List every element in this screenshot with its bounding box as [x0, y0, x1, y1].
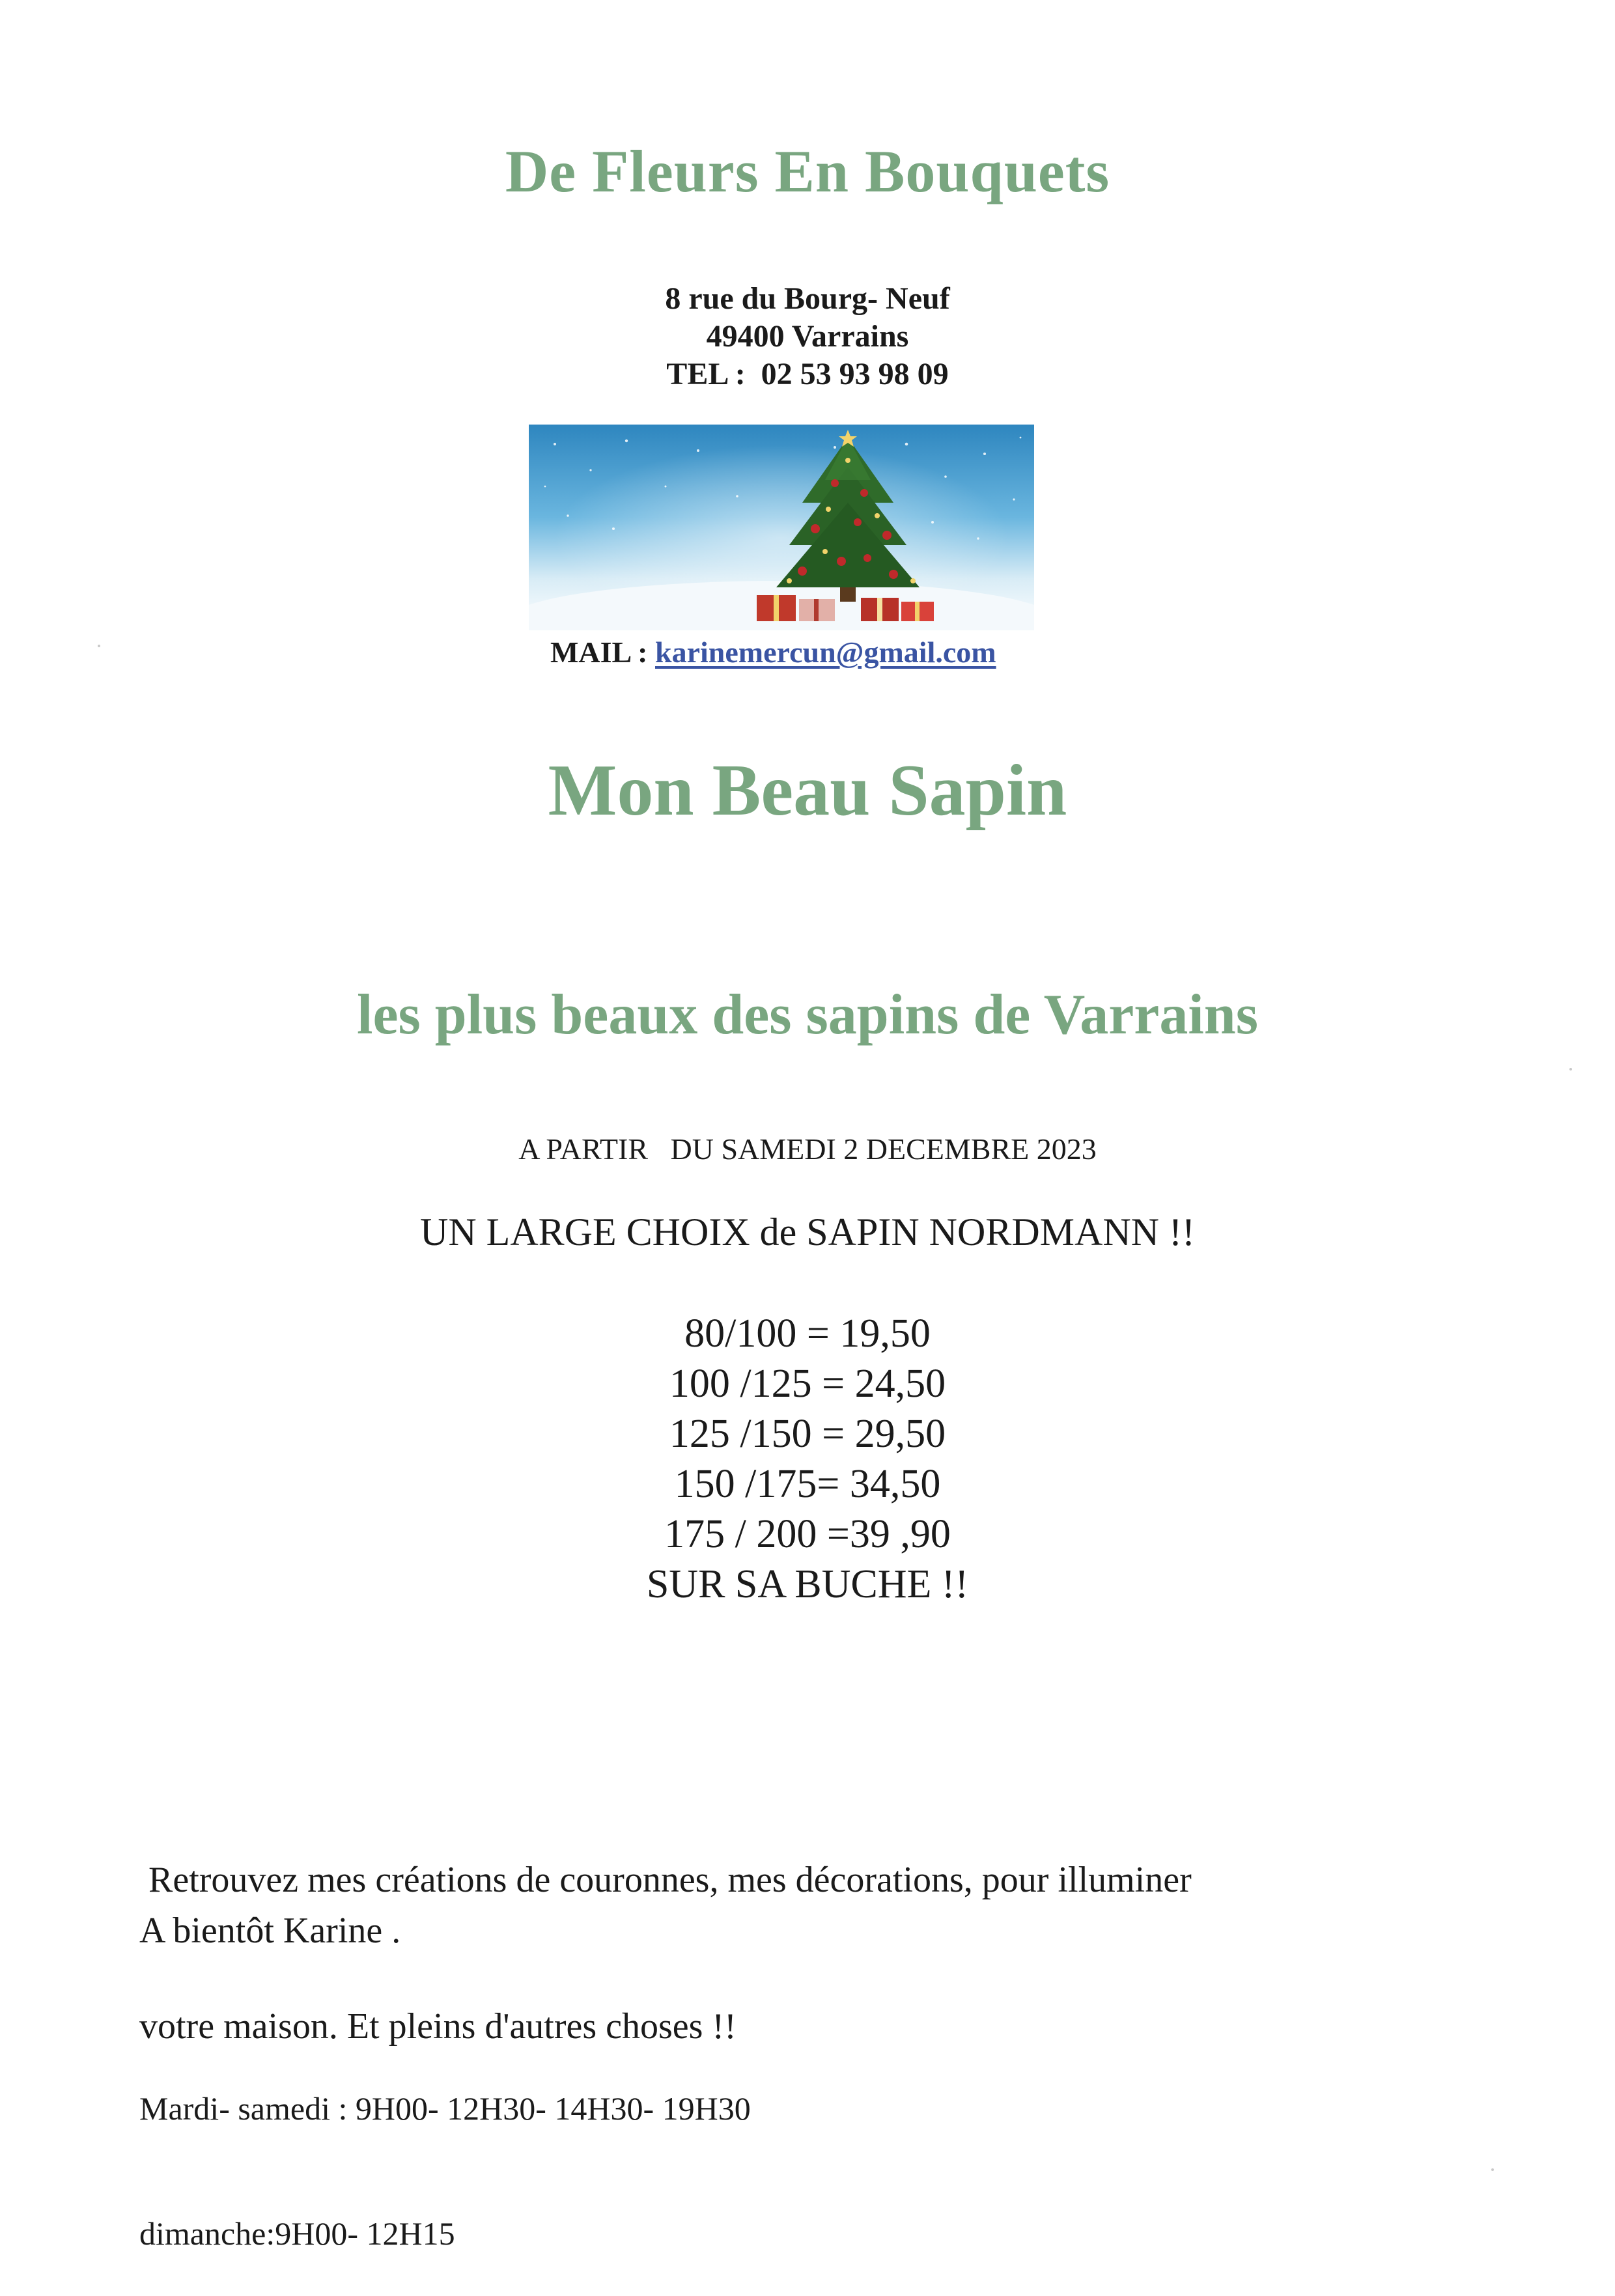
tree-choice-heading: UN LARGE CHOIX de SAPIN NORDMANN !!: [420, 1211, 1195, 1253]
price-item: 100 /125 = 24,50: [669, 1362, 946, 1406]
signoff: A bientôt Karine .: [139, 1911, 401, 1951]
hours-weekdays: Mardi- samedi : 9H00- 12H30- 14H30- 19H30: [139, 2090, 751, 2127]
hours-sunday: dimanche:9H00- 12H15: [139, 2215, 455, 2252]
christmas-tree-banner: [529, 425, 1034, 630]
price-item: 125 /150 = 29,50: [669, 1412, 946, 1456]
start-date: A PARTIR DU SAMEDI 2 DECEMBRE 2023: [518, 1132, 1097, 1166]
phone-number: TEL : 02 53 93 98 09: [666, 357, 949, 391]
price-item: 150 /175= 34,50: [674, 1462, 941, 1506]
price-list: [0, 1309, 1615, 1610]
scan-speck: [98, 645, 100, 647]
promo-line: votre maison. Et pleins d'autres choses !!: [139, 2006, 737, 2047]
main-title: Mon Beau Sapin: [548, 750, 1067, 831]
scan-speck: [1491, 2168, 1494, 2171]
address-block: [0, 280, 1615, 393]
shop-name: De Fleurs En Bouquets: [505, 138, 1110, 204]
promo-line: Retrouvez mes créations de couronnes, mes décorations, pour illuminer: [139, 1860, 1192, 1900]
mail-label: MAIL :: [550, 636, 655, 669]
mail-link[interactable]: karinemercun@gmail.com: [655, 636, 996, 669]
mail-line: [550, 635, 996, 669]
address-street: 8 rue du Bourg- Neuf: [665, 281, 950, 316]
scan-speck: [1569, 1068, 1572, 1071]
subtitle: les plus beaux des sapins de Varrains: [357, 983, 1258, 1046]
address-city: 49400 Varrains: [706, 319, 909, 354]
price-footnote: SUR SA BUCHE !!: [646, 1562, 969, 1606]
price-item: 80/100 = 19,50: [684, 1311, 931, 1356]
opening-hours: [139, 2004, 751, 2296]
price-item: 175 / 200 =39 ,90: [664, 1512, 951, 1556]
